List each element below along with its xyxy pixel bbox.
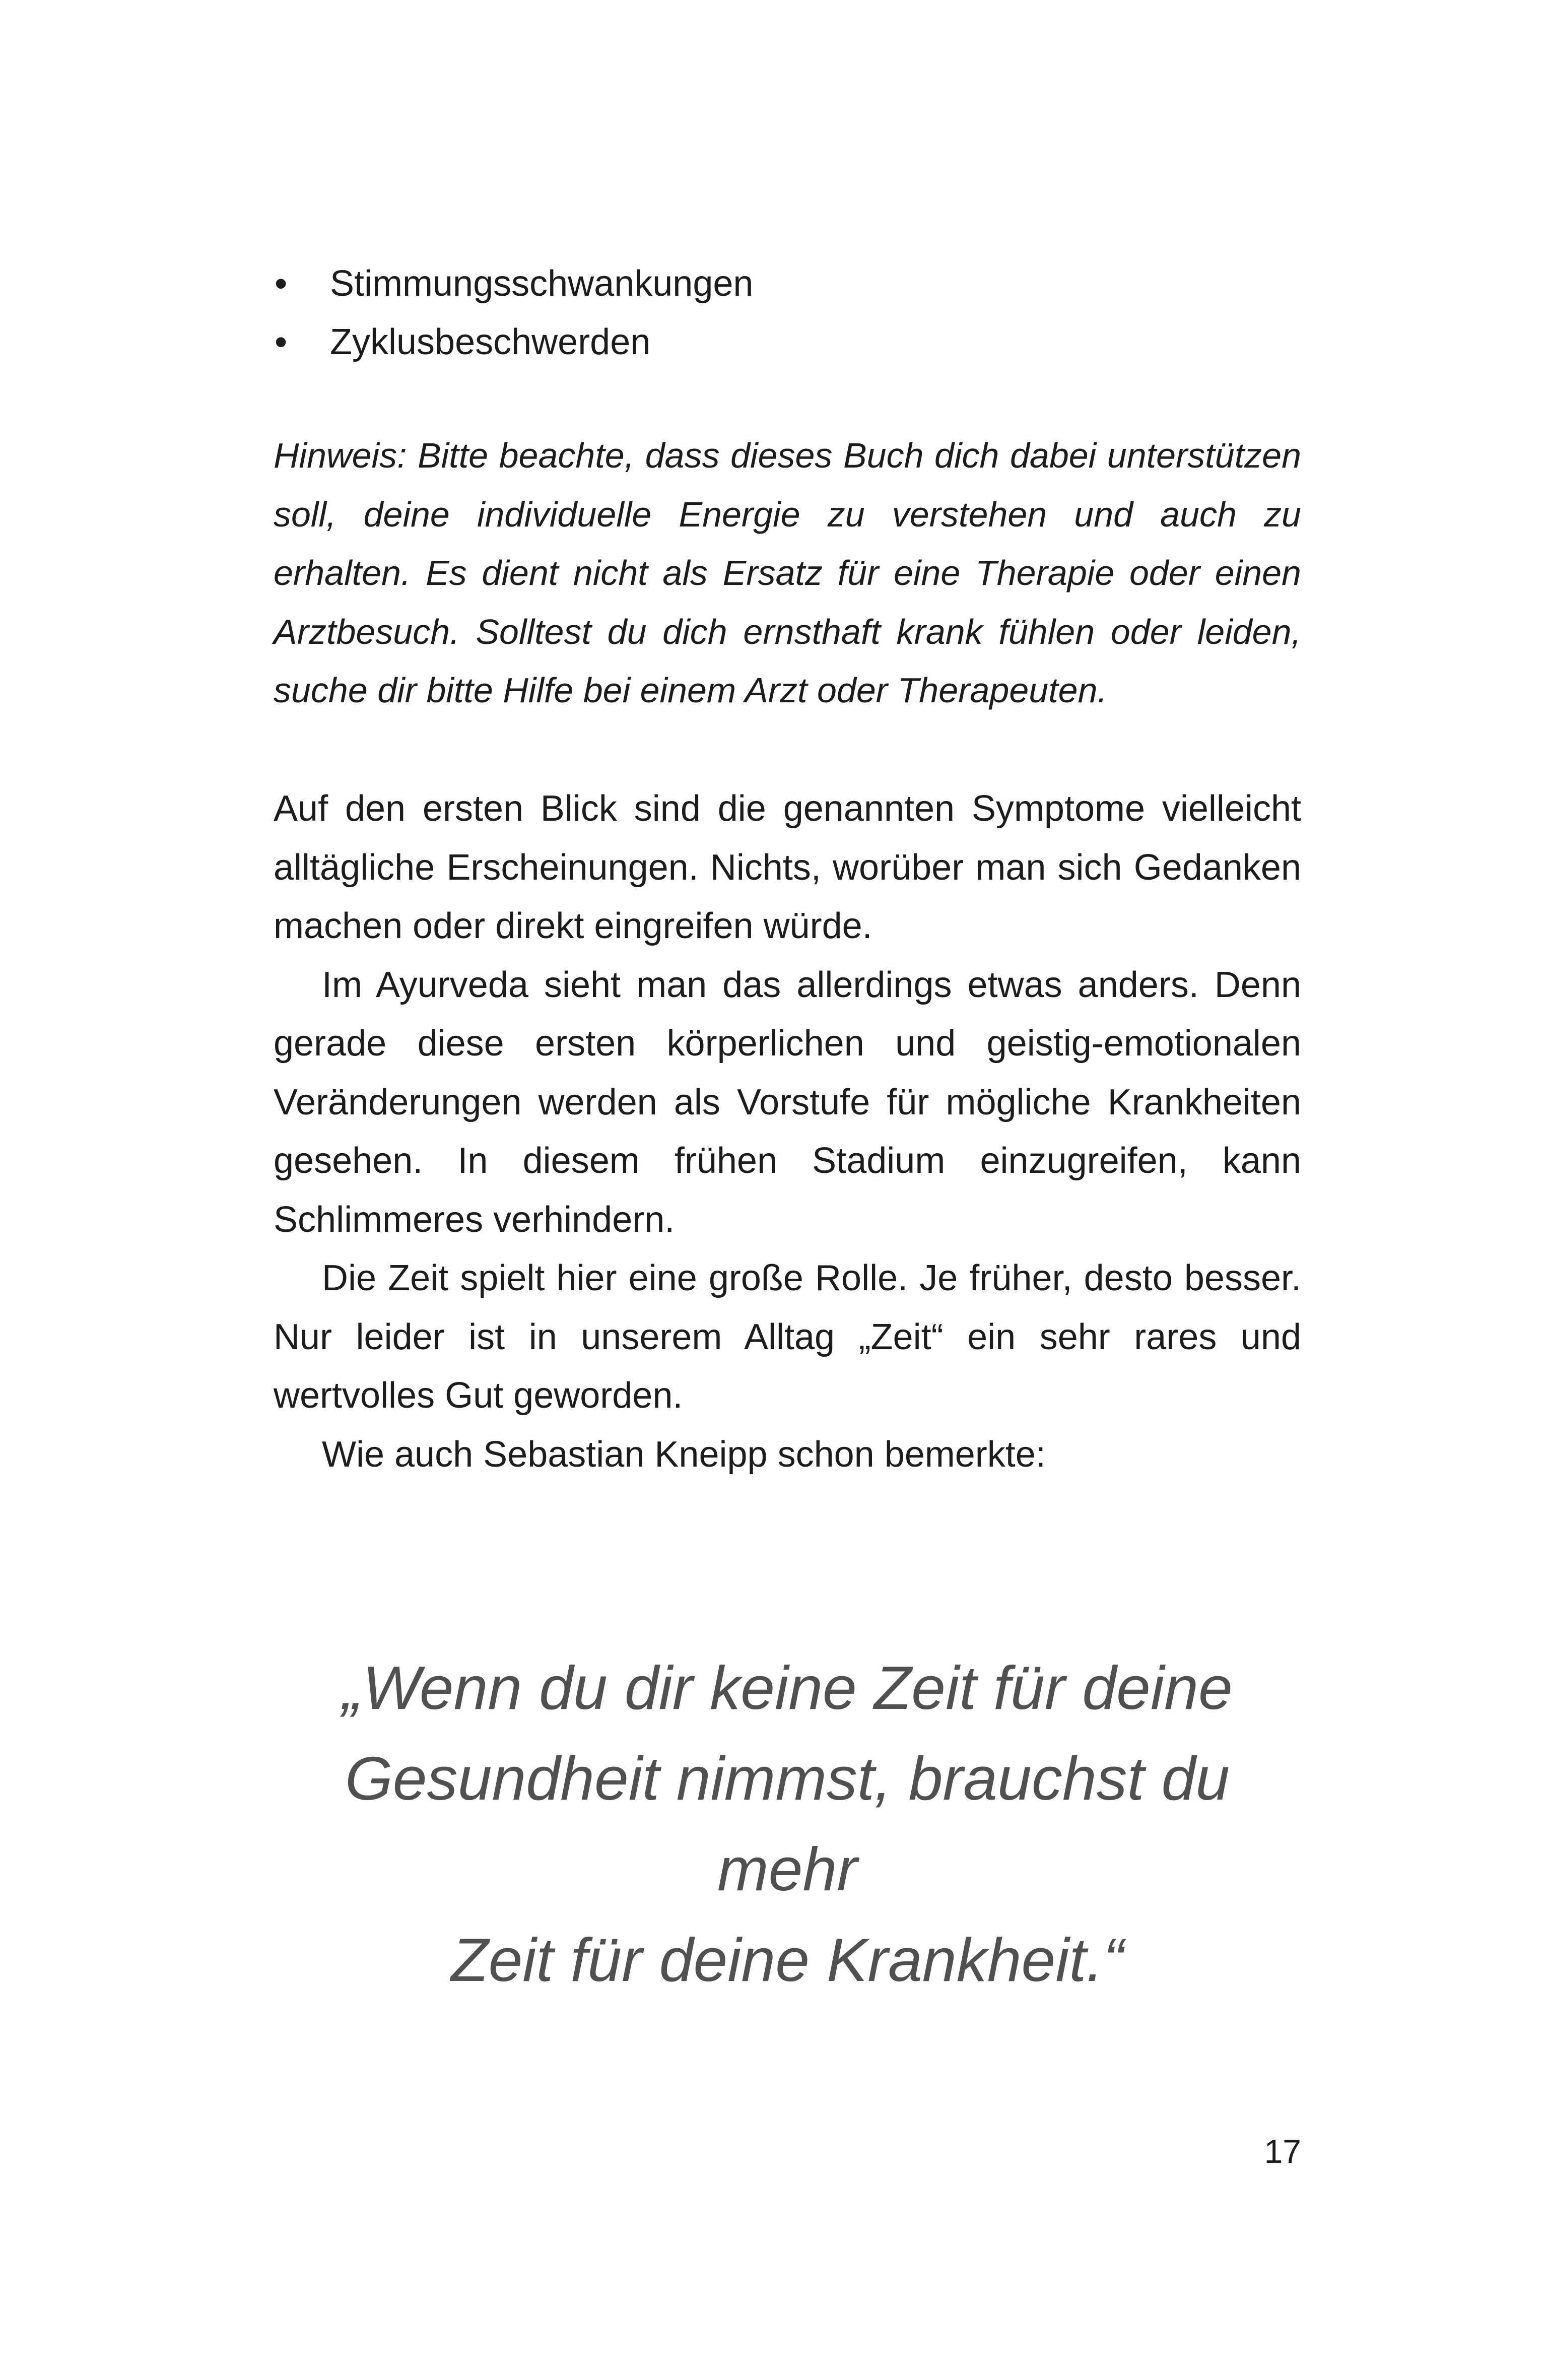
bullet-item-label: Stimmungsschwankungen [330,263,754,304]
paragraph: Wie auch Sebastian Kneipp schon bemerkte: [322,1434,1046,1475]
paragraph: Auf den ersten Blick sind die genannten Symptome vielleicht alltägliche Erscheinungen. Nichts, worüber man sich Gedanken machen oder direkt eingreifen würde. [274,788,1301,946]
disclaimer-note: Hinweis: Bitte beachte, dass dieses Buch dich dabei unterstützen soll, deine individuelle Energie zu verstehen und auch zu erhalten. Es dient nicht als Ersatz für eine Therapie oder einen Arztbesuch. Solltest du dich ernsthaft krank fühlen oder leiden, suche dir bitte Hilfe bei einem Arzt oder Therapeuten. [274,436,1301,710]
bullet-item [274,254,1301,313]
quote-line: Gesundheit nimmst, brauchst du mehr [345,1744,1230,1903]
bullet-dot-icon: • [275,263,288,304]
paragraph: Die Zeit spielt hier eine große Rolle. Je früher, desto besser. Nur leider ist in unserem Alltag „Zeit“ ein sehr rares und wertvolles Gut geworden. [274,1258,1301,1416]
paragraph: Im Ayurveda sieht man das allerdings etwas anders. Denn gerade diese ersten körperlichen und geistig-emotionalen Veränderungen werden als Vorstufe für mögliche Krankheiten gesehen. In diesem frühen Stadium einzugreifen, kann Schlimmeres verhindern. [274,964,1301,1240]
bullet-list [274,254,1301,371]
body-text [274,779,1301,1484]
bullet-dot-icon: • [275,322,288,362]
quote-line: Zeit für deine Krankheit.“ [451,1926,1124,1994]
page-number: 17 [1264,2133,1301,2170]
kneipp-quote [274,1642,1301,2005]
bullet-item [274,313,1301,371]
quote-line: „Wenn du dir keine Zeit für deine [342,1654,1233,1722]
bullet-item-label: Zyklusbeschwerden [330,322,651,362]
